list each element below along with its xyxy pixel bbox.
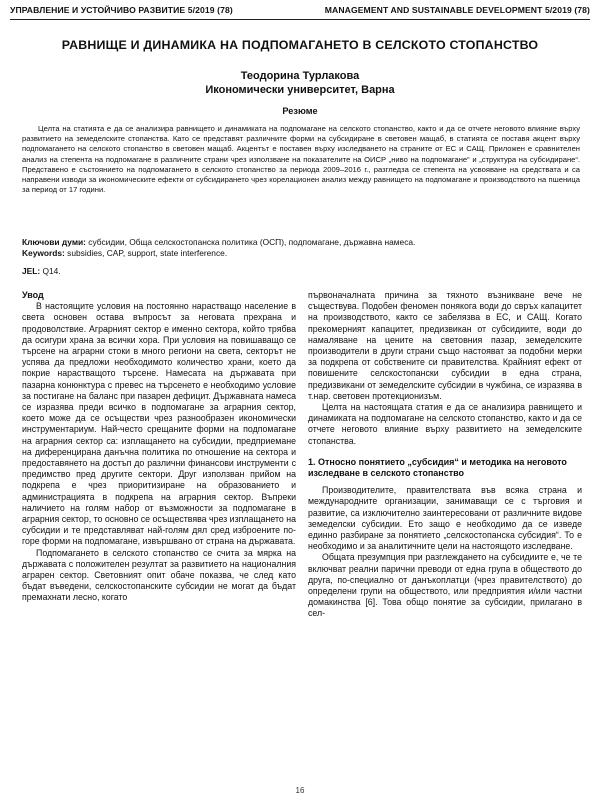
jel-codes [22,266,580,277]
right-paragraph-2: Целта на настоящата статия е да се анализира равнището и динамиката на подпомагане на селското стопанство, както и да се отчете неговото влияние върху развитието на земеделските стопанства. [308,402,582,446]
jel-label: JEL: [22,266,41,276]
jel-text: Q14. [42,266,61,276]
intro-heading: Увод [22,290,44,300]
abstract-text: Целта на статията е да се анализира равнището и динамиката на подпомагане на селското стопанство, както и да се отчете неговото влияние върху развитието на земеделските стопанства. Като се представят различните форми на субсидиране в световен мащаб, в статията се поставя акцент върху подпомагането на селското стопанство в световен мащаб. Акцентът е поставен върху изследването на страните от ЕС и САЩ. Приложен е сравнителен анализ на степента на подпомагане в различните страни чрез използване на показателите на ОИСР „ниво на подпомагане“ и „структура на субсидиране“. Представено е състоянието на подпомагането в селското стопанство за периода 2009–2016 г., разгледза се степента на усвояване на средствата и са направени изводи за икономическите ефекти от субсидирането чрез корелационен анализ между равнището на подпомагане и производството на пшеница за период от 17 години. [22,124,580,195]
left-column [22,290,296,776]
intro-paragraph-2: Подпомагането в селското стопанство се счита за мярка на държавата с положителен резултат за развитието на националния аграрен сектор. Световният опит обаче показва, че след като бъдат въведени, селскостопанските субсидии не могат да бъдат премахнати лесно, когато [22,547,296,603]
header-divider [10,19,590,20]
keywords-bg [22,237,580,248]
journal-name-bg: УПРАВЛЕНИЕ И УСТОЙЧИВО РАЗВИТИЕ 5/2019 (78) [10,5,233,15]
keywords-en-text: subsidies, CAP, support, state interference. [67,248,228,258]
right-paragraph-4: Общата презумпция при разглеждането на субсидиите е, че те включват реални парични преводи от една група в обществото до друга, по-специално от данъкоплатци (чрез правителството) до определени групи на обществото, или предприятия и/или частни домакинства [6]. Това общо понятие за субсидии, прилагано в сел- [308,552,582,619]
abstract-heading: Резюме [282,106,318,116]
right-column [308,290,582,776]
keywords-en [22,248,580,259]
running-header [10,5,590,19]
journal-name-en: MANAGEMENT AND SUSTAINABLE DEVELOPMENT 5/2019 (78) [324,5,590,15]
right-paragraph-3: Производителите, правителствата във всяка страна и международните организации, занимаващи се с търговия и развитие, са изключително заинтересовани от различните видове земеделски субсидии. Ето защо е необходимо да се изведе единно разбиране за понятието „селскостопанска субсидия“. То е необходимо и за аналитичните цели на настоящото изследване. [308,485,582,552]
right-paragraph-1: първоначалната причина за тяхното възникване вече не съществува. Подобен феномен понякога води до свръх капацитет на производството, както се забелязва в ЕС, и САЩ. Когато прекомерният капацитет, предизвикан от субсидиите, води до намаляване на цените на световния пазар, земеделските производители в други страни също настояват за подобни мерки за подкрепа от собствените си правителства. Крайният ефект от повишените селскостопански субсидии в една страна, предизвикани от земеделските субсидии в чужбина, се изразява в т.нар. световен протекционизъм. [308,290,582,401]
keywords-bg-text: субсидии, Обща селскостопанска политика (ОСП), подпомагане, държавна намеса. [88,237,416,247]
section-1-heading: 1. Относно понятието „субсидия“ и методика на неговото изследване в селското стопанство [308,456,567,479]
intro-paragraph-1: В настоящите условия на постоянно нарастващо население в света основен остава въпросът за неговата прехрана и продоволствие. Аграрният сектор е именно сектора, който трябва да осигури храна за всички хора. При условия на повишаващо се търсене на аграрни стоки в много региони на света, секторът не успява да предложи необходимото количество храни, което да покрие нарастващото търсене. Намесата на държавата при пазарна конюнктура с превес на търсенето е необходимо условие за постигане на баланс при пазарен дефицит. Държавната намеса се изразява преди всичко в подпомагане за аграрния сектор, което може да се осъществи чрез разнообразен икономически инструментариум. Най-често срещаните форми на подпомагане на аграрния сектор са: изплащането на субсидии, предприемане на диференцирана данъчна политика по отношение на сектора и предоставянето на достъп до различни финансови инструменти с предимство пред другите сектори. Друг използван прийом на подкрепа е чрез приоритизиране на образованието и администрацията в подкрепа на аграрния сектор. Въпреки наличието на голям набор от възможности за подпомагане в аграрния сектор, то основно се осъществява чрез изплащането на субсидии и те представляват най-голям дял сред изброените по-горе форми на подпомагане, извършвано от страна на държавата. [22,301,296,547]
keywords-bg-label: Ключови думи: [22,237,86,247]
author-affiliation: Икономически университет, Варна [205,84,395,96]
article-title: РАВНИЩЕ И ДИНАМИКА НА ПОДПОМАГАНЕТО В СЕЛСКОТО СТОПАНСТВО [61,38,539,52]
keywords-en-label: Keywords: [22,248,65,258]
author-name: Теодорина Турлакова [240,70,360,82]
page-number: 16 [295,786,305,795]
